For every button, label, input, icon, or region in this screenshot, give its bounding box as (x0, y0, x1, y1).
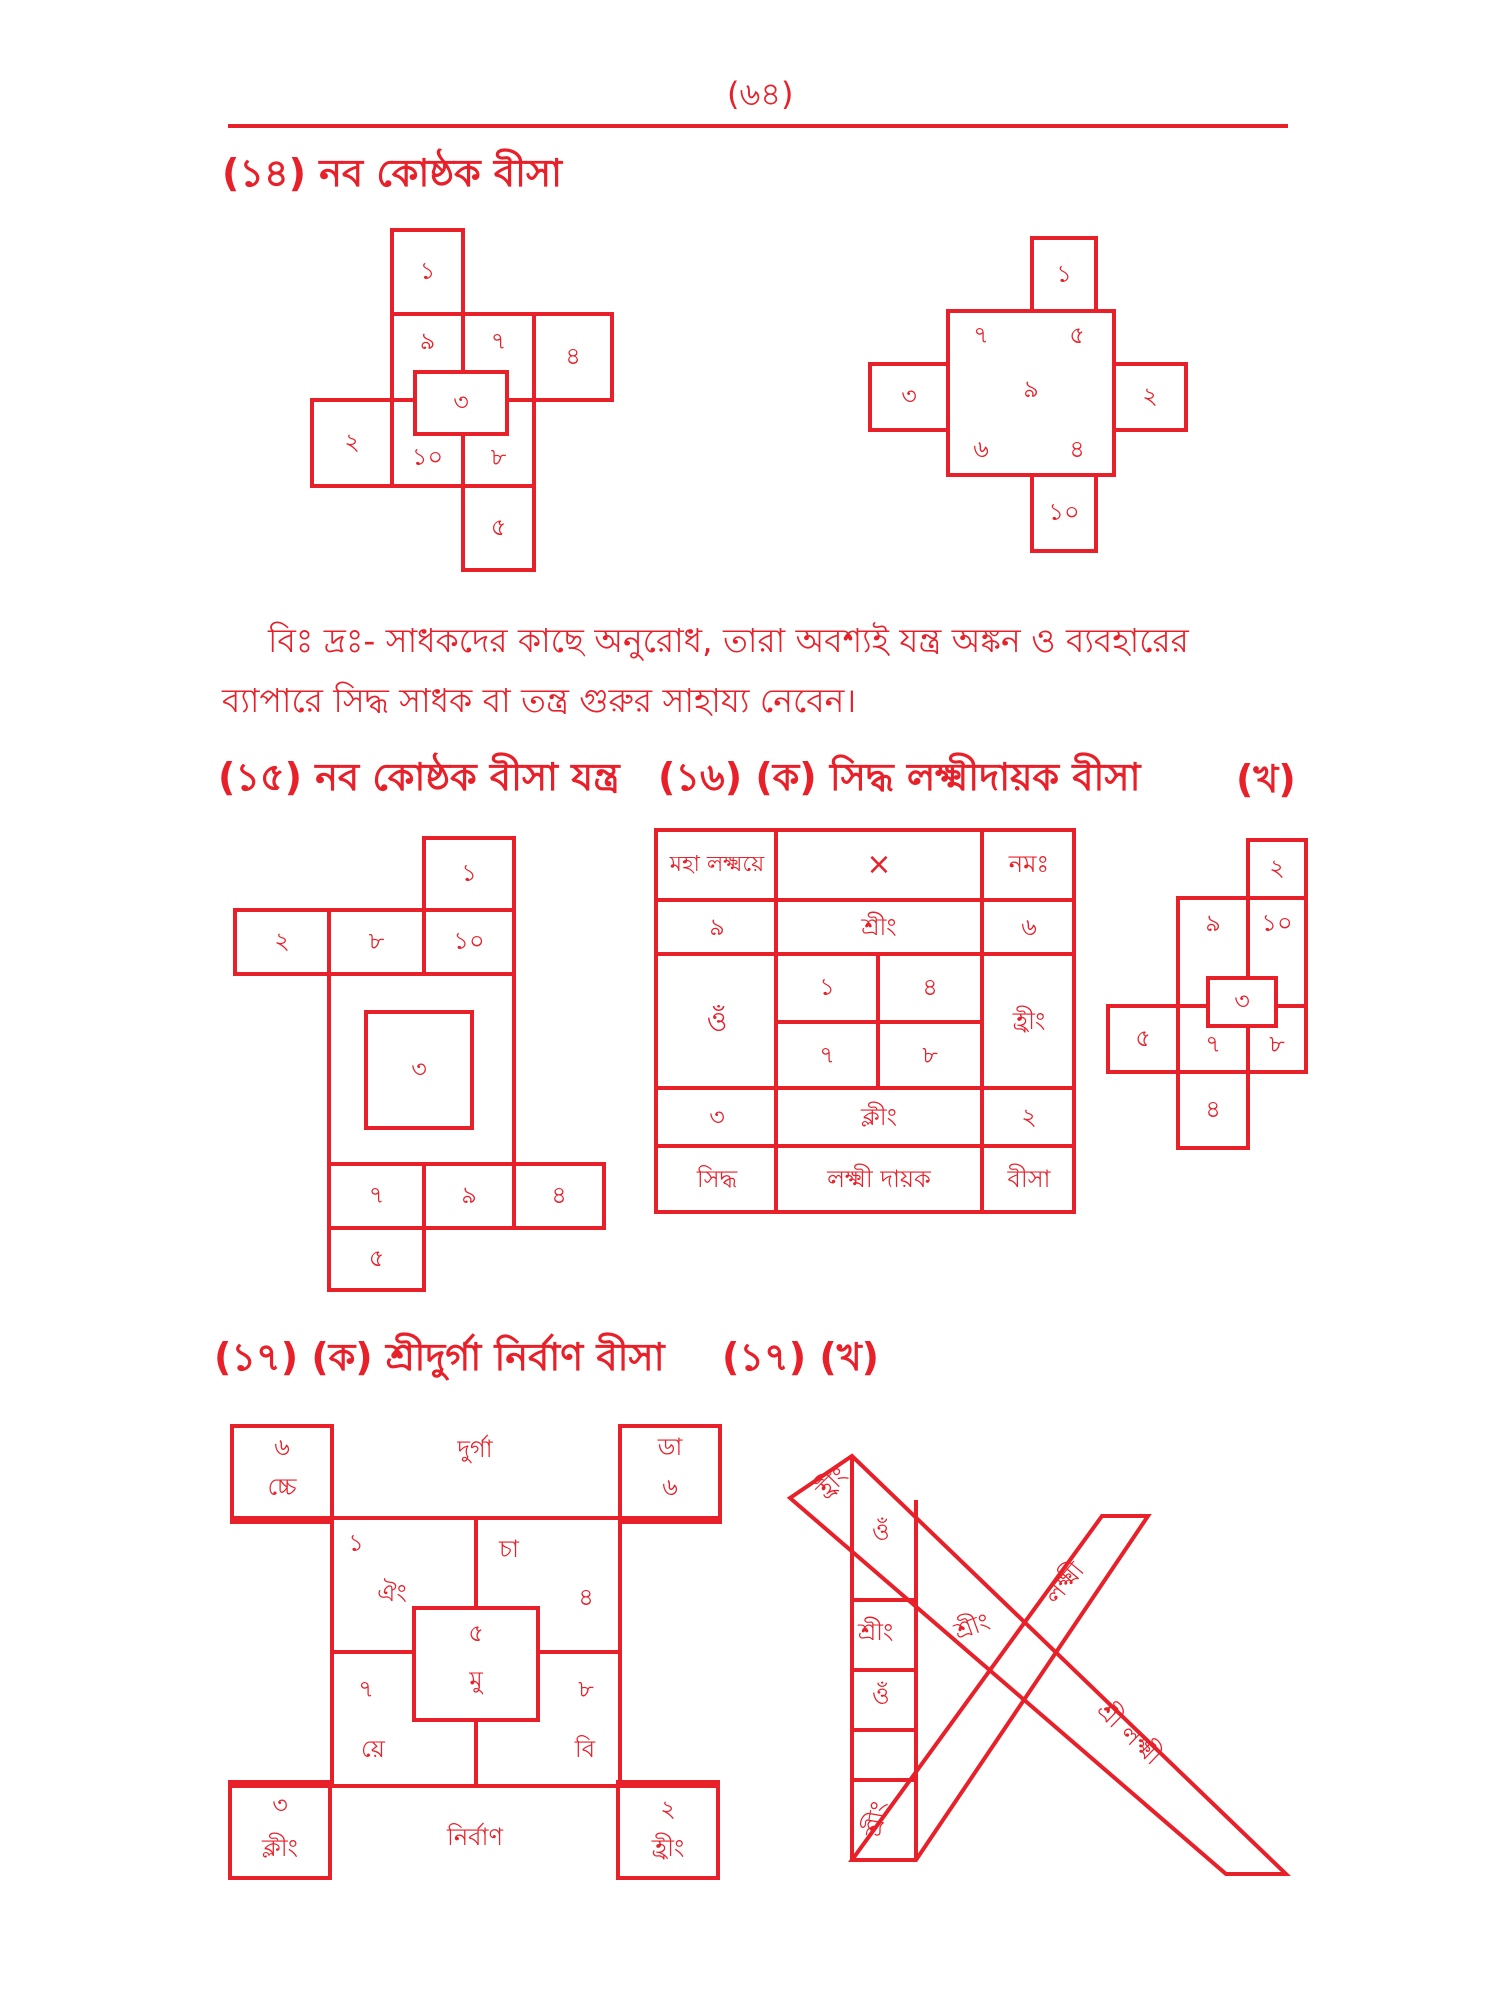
cell-7: ৭ (819, 1041, 835, 1070)
label-hrim: হ্রীং (810, 1461, 854, 1505)
cell-7: ৭ (1205, 1030, 1221, 1059)
cell-bi: বি (574, 1735, 596, 1764)
cell-10: ১০ (1261, 909, 1293, 938)
cell-10: ১০ (1048, 498, 1080, 527)
cell-4: ৪ (565, 342, 581, 371)
cell-8: ৮ (578, 1675, 594, 1704)
cell-3: ৩ (709, 1103, 725, 1132)
heading-17a: (১৭) (ক) শ্রীদুর্গা নির্বাণ বীসা (214, 1335, 665, 1379)
cell-namah: নমঃ (1008, 850, 1050, 879)
cell-8: ৮ (1269, 1030, 1285, 1059)
cell-siddha: সিদ্ধ (696, 1165, 738, 1194)
strip-left-diagonal (852, 1516, 1148, 1860)
cell-7: ৭ (973, 321, 989, 350)
cell-1: ১ (1056, 259, 1072, 288)
cell-om: ওঁ (706, 1005, 728, 1039)
label-shrim-1: শ্রীং (858, 1618, 894, 1646)
heading-16: (১৬) (ক) সিদ্ধ লক্ষ্মীদায়ক বীসা (658, 755, 1141, 799)
cell-aim: ঐং (377, 1579, 407, 1608)
cell-5: ৫ (368, 1244, 385, 1273)
cell-8: ৮ (922, 1041, 938, 1070)
label-lakshmi: লক্ষ্মী (1039, 1556, 1090, 1610)
cell-9: ৯ (461, 1181, 477, 1210)
cell-4: ৪ (1069, 435, 1085, 464)
cell-3: ৩ (411, 1055, 427, 1084)
cell-7: ৭ (368, 1181, 385, 1210)
cell-2: ২ (344, 428, 360, 457)
cell-3: ৩ (1234, 987, 1250, 1016)
cell-4: ৪ (1205, 1095, 1221, 1124)
cell-cha: চা (499, 1535, 519, 1564)
cell-durga: দুর্গা (457, 1435, 493, 1464)
page-number: (৬৪) (727, 75, 794, 113)
cell-2: ২ (274, 927, 290, 956)
cell-1: ১ (819, 973, 835, 1002)
cell-cross: × (866, 847, 892, 883)
cell-1: ১ (419, 257, 436, 286)
cell-shrim: শ্রীং (861, 913, 897, 942)
cell-3: ৩ (453, 388, 469, 417)
cell-9: ৯ (1023, 375, 1039, 404)
cell-maha-lakshmaye: মহা লক্ষ্ময়ে (669, 852, 765, 878)
cell-lakshmi-dayak: লক্ষ্মী দায়ক (827, 1165, 931, 1194)
heading-14: (১৪) নব কোষ্ঠক বীসা (222, 151, 563, 195)
cell-3: ৩ (901, 382, 917, 411)
cell-9: ৯ (419, 327, 436, 356)
label-om-1: ওঁ (872, 1518, 890, 1546)
cell-5: ৫ (1069, 321, 1085, 350)
cell-chche: চ্চে (267, 1473, 297, 1502)
cell-hrim: হ্রীং (1012, 1007, 1046, 1036)
cell-8: ৮ (490, 443, 507, 472)
heading-17b: (১৭) (খ) (722, 1335, 880, 1379)
cell-klim: ক্লীং (861, 1103, 897, 1132)
cell-5: ৫ (490, 513, 507, 542)
cell-9: ৯ (709, 913, 725, 942)
cell-1: ১ (461, 859, 477, 888)
cell-2: ২ (660, 1795, 676, 1824)
cell-ye: য়ে (361, 1735, 385, 1764)
note-line-2: ব্যাপারে সিদ্ধ সাধক বা তন্ত্র গুরুর সাহায্য নেবেন। (222, 681, 857, 720)
cell-da: ডা (657, 1433, 683, 1462)
cell-6-tl: ৬ (274, 1433, 290, 1462)
note-line-1: বিঃ দ্রঃ- সাধকদের কাছে অনুরোধ, তারা অবশ্যই যন্ত্র অঙ্কন ও ব্যবহারের (268, 621, 1189, 660)
cell-2: ২ (1142, 382, 1158, 411)
cell-4: ৪ (578, 1583, 594, 1612)
label-shrim-3: শ্রীং (950, 1607, 994, 1646)
cell-nirvan: নির্বাণ (446, 1823, 504, 1852)
cell-9: ৯ (1205, 909, 1221, 938)
cell-2: ২ (1021, 1103, 1037, 1132)
cell-3: ৩ (272, 1791, 288, 1820)
cell-10: ১০ (411, 443, 444, 472)
cell-6: ৬ (1021, 913, 1037, 942)
cell-klim: ক্লীং (262, 1834, 298, 1863)
cell-4: ৪ (551, 1181, 567, 1210)
cell-bisa: বীসা (1007, 1165, 1051, 1194)
cell-5: ৫ (468, 1619, 484, 1648)
label-shrim-2: শ্রীং (859, 1798, 894, 1839)
cell-8: ৮ (368, 927, 385, 956)
cell-mu: মু (469, 1666, 483, 1695)
cell-10: ১০ (453, 927, 485, 956)
cell-6: ৬ (973, 435, 989, 464)
cell-7: ৭ (358, 1675, 374, 1704)
cell-hrim: হ্রীং (651, 1834, 685, 1863)
label-shri-lakshmi: শ্রী লক্ষ্মী (1091, 1696, 1167, 1771)
cell-2: ২ (1269, 854, 1285, 883)
cell-6-tr: ৬ (662, 1473, 678, 1502)
heading-16b: (খ) (1236, 757, 1296, 801)
cell-7: ৭ (490, 327, 507, 356)
label-om-2: ওঁ (872, 1682, 890, 1710)
cell-4: ৪ (922, 973, 938, 1002)
cell-5: ৫ (1135, 1024, 1151, 1053)
heading-15: (১৫) নব কোষ্ঠক বীসা যন্ত্র (218, 755, 620, 799)
cell-1: ১ (348, 1529, 364, 1558)
